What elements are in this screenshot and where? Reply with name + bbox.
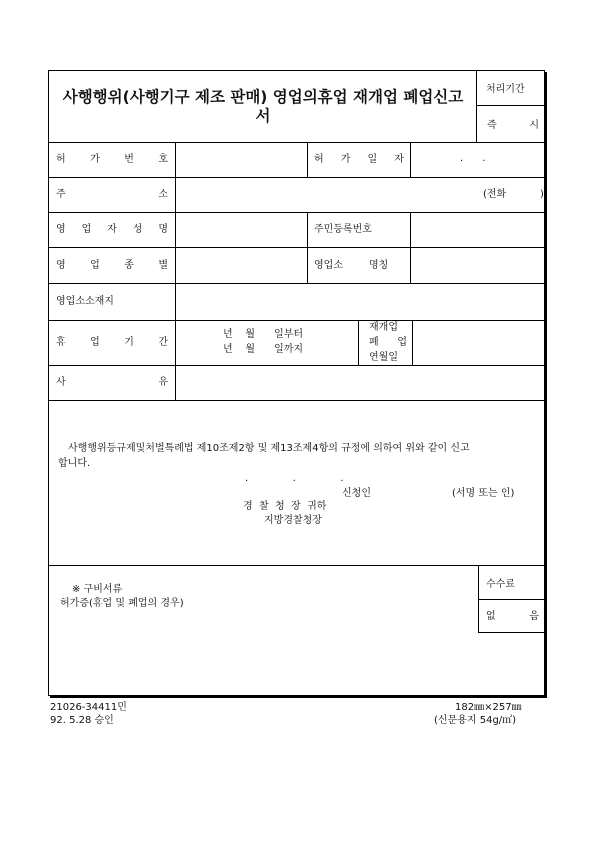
row-line xyxy=(48,365,545,366)
fee-label: 수수료 xyxy=(486,579,515,590)
label-column-line xyxy=(175,142,176,400)
col-line xyxy=(307,212,308,283)
col-line xyxy=(358,320,359,365)
recipient-regional-police: 지방경찰청장 xyxy=(264,515,322,526)
row-line xyxy=(48,320,545,321)
row-line xyxy=(48,212,545,213)
processing-value: 즉 시 xyxy=(487,120,539,131)
attachment-item: 허가증(휴업 및 폐업의 경우) xyxy=(60,598,184,609)
declaration-text: 사행행위등규제및처벌특례법 제10조제2항 및 제13조제4항의 규정에 의하여 위와 같이 신고 xyxy=(68,443,470,454)
paper-type: (신문용지 54g/㎡) xyxy=(434,715,517,726)
period-from[interactable]: 년 월 일부터 xyxy=(223,329,304,340)
reason-label: 사 유 xyxy=(56,377,168,388)
form-number: 21026-34411민 xyxy=(50,702,127,713)
col-line xyxy=(410,142,411,177)
row-line xyxy=(48,283,545,284)
row-line xyxy=(48,565,545,566)
business-type-label: 영 업 종 별 xyxy=(56,260,168,271)
frame-shadow-right xyxy=(545,72,547,698)
resident-number-label: 주민등록번호 xyxy=(314,224,372,235)
form-title: 사행행위(사행기구 제조 판매) 영업의휴업 재개업 폐업신고 서 xyxy=(62,88,464,125)
fee-divider-h xyxy=(478,599,545,600)
applicant-label: 신청인 xyxy=(342,488,371,499)
operator-name-label: 영 업 자 성 명 xyxy=(56,224,168,235)
phone-close: ) xyxy=(540,189,544,200)
reopen-label: 재개업 xyxy=(369,322,398,333)
col-line xyxy=(410,212,411,283)
business-name-label: 영업소 명칭 xyxy=(314,260,389,271)
row-line xyxy=(48,177,545,178)
phone-label: (전화 xyxy=(483,189,507,200)
permit-number-label: 허 가 번 호 xyxy=(56,154,168,165)
signature-label: (서명 또는 인) xyxy=(452,488,515,499)
processing-divider xyxy=(476,105,545,106)
paper-size: 182㎜×257㎜ xyxy=(455,702,522,713)
suspension-period-label: 휴 업 기 간 xyxy=(56,337,168,348)
row-line xyxy=(48,400,545,401)
declaration-date: . . . xyxy=(245,473,344,484)
closure-label: 폐 업 xyxy=(369,337,407,348)
header-divider xyxy=(476,70,477,142)
reopen-date-label: 연월일 xyxy=(369,352,398,363)
processing-label: 처리기간 xyxy=(486,84,525,95)
frame-shadow-bottom xyxy=(50,696,547,698)
row-line xyxy=(48,142,545,143)
business-location-label: 영업소소재지 xyxy=(56,296,114,307)
recipient-police-commissioner: 경 찰 청 장 귀하 xyxy=(243,501,327,512)
row-line xyxy=(48,247,545,248)
address-label: 주 소 xyxy=(56,189,168,200)
approval-date: 92. 5.28 승인 xyxy=(50,715,114,726)
attachments-title: ※ 구비서류 xyxy=(72,584,123,595)
declaration-text-2: 합니다. xyxy=(58,458,91,469)
col-line xyxy=(307,142,308,177)
fee-divider-bottom xyxy=(478,632,545,633)
permit-date-label: 허 가 일 자 xyxy=(314,154,404,165)
permit-date-value[interactable]: . . xyxy=(460,153,486,164)
col-line xyxy=(412,320,413,365)
period-to[interactable]: 년 월 일까지 xyxy=(223,344,304,355)
fee-value: 없 음 xyxy=(486,611,539,622)
